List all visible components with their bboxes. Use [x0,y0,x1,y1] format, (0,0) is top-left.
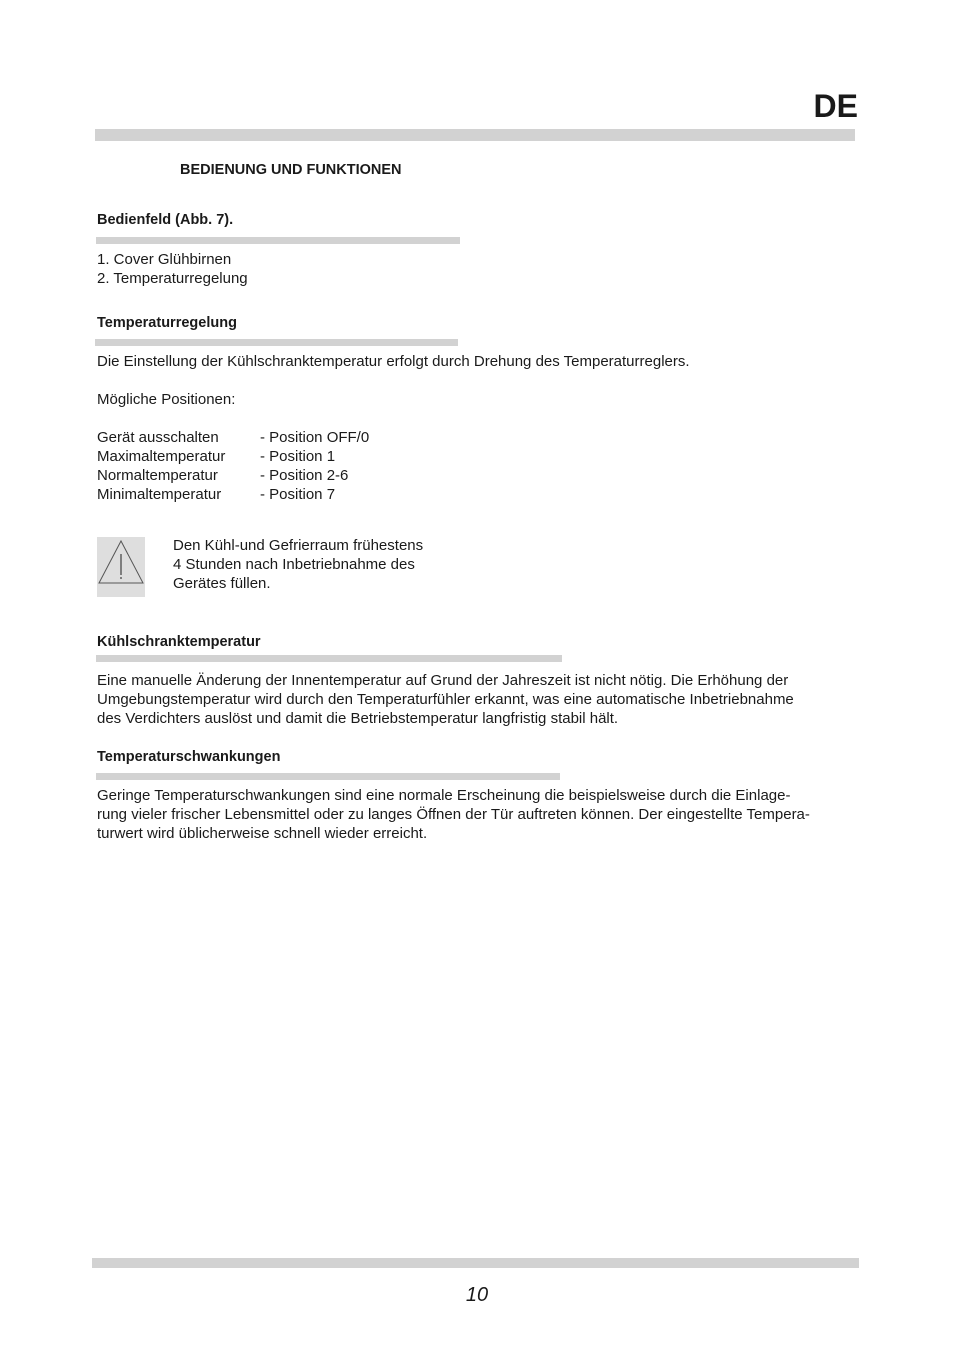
heading-bedienfeld: Bedienfeld (Abb. 7). [97,212,234,228]
position-value: - Position 2-6 [260,467,349,484]
position-value: - Position 7 [260,486,336,503]
temperaturregelung-intro: Die Einstellung der Kühlschranktemperatur erfolgt durch Drehung des Temperaturreglers. [97,353,690,370]
table-row [97,447,369,466]
heading-underline [96,773,560,780]
table-row [97,485,369,504]
warning-text [173,536,423,593]
table-row [97,428,369,447]
text-line: Eine manuelle Änderung der Innentemperatur auf Grund der Jahreszeit ist nicht nötig. Die Erhöhung der [97,672,789,689]
heading-kuehlschranktemperatur: Kühlschranktemperatur [97,634,261,650]
table-row [97,466,369,485]
positions-table [97,428,369,504]
position-value: - Position OFF/0 [260,429,370,446]
text-line: rung vieler frischer Lebensmittel oder zu langes Öffnen der Tür auftreten können. Der eingestellte Tempera- [97,806,810,823]
page-title: BEDIENUNG UND FUNKTIONEN [180,162,402,178]
text-line: Umgebungstemperatur wird durch den Temperaturfühler erkannt, was eine automatische Inbetriebnahme [97,691,794,708]
heading-underline [96,655,562,662]
heading-temperaturschwankungen: Temperaturschwankungen [97,749,281,765]
heading-temperaturregelung: Temperaturregelung [97,315,237,331]
text-line: des Verdichters auslöst und damit die Betriebstemperatur langfristig stabil hält. [97,710,619,727]
position-label: Maximaltemperatur [97,448,226,465]
temperaturschwankungen-text [97,786,867,843]
warning-triangle-icon [97,537,145,597]
position-label: Gerät ausschalten [97,429,219,446]
position-label: Minimaltemperatur [97,486,222,503]
list-item: 2. Temperaturregelung [97,270,248,287]
warning-line: Den Kühl-und Gefrierraum frühestens [173,537,424,554]
positions-label: Mögliche Positionen: [97,391,236,408]
text-line: Geringe Temperaturschwankungen sind eine normale Erscheinung die beispielsweise durch die Einlage- [97,787,791,804]
list-item: 1. Cover Glühbirnen [97,251,232,268]
position-label: Normaltemperatur [97,467,218,484]
text-line: turwert wird üblicherweise schnell wieder erreicht. [97,825,428,842]
top-divider [95,129,855,141]
heading-underline [95,339,458,346]
warning-line: 4 Stunden nach Inbetriebnahme des [173,556,415,573]
position-value: - Position 1 [260,448,336,465]
bottom-divider [92,1258,859,1268]
page-number: 10 [465,1284,489,1306]
language-code: DE [813,88,858,124]
bedienfeld-list [97,250,248,288]
kuehlschranktemperatur-text [97,671,867,728]
warning-line: Gerätes füllen. [173,575,271,592]
heading-underline [96,237,460,244]
